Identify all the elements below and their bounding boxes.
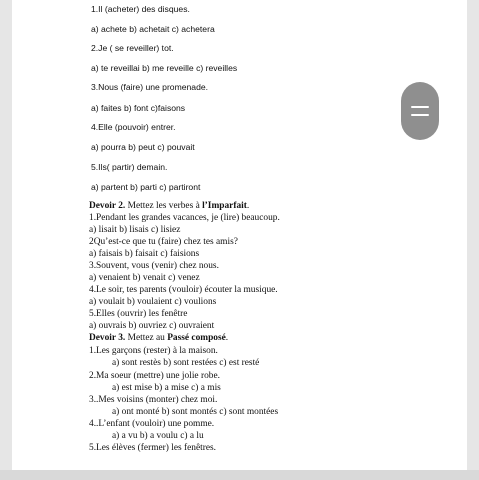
devoir-3-tense: Passé composé — [167, 333, 226, 343]
devoir-3-line: a) a vu b) a voulu c) a lu — [112, 431, 204, 441]
devoir-2-period: . — [246, 201, 250, 211]
devoir-2-line: a) lisait b) lisais c) lisiez — [89, 225, 181, 235]
devoir-2-line: 1.Pendant les grandes vacances, je (lire) beaucoup. — [89, 213, 280, 223]
devoir-3-line: a) ont monté b) sont montés c) sont montées — [112, 407, 279, 417]
devoir-3-label: Devoir 3. — [89, 333, 126, 343]
devoir-3-line: 3..Mes voisins (monter) chez moi. — [89, 395, 218, 405]
devoir-2-heading — [89, 201, 249, 211]
devoir-2-line: a) ouvrais b) ouvriez c) ouvraient — [89, 321, 215, 331]
question-4: 4.Elle (pouvoir) entrer. — [91, 122, 176, 132]
devoir-3-line: 2.Ma soeur (mettre) une jolie robe. — [89, 371, 220, 381]
devoir-3-line: 5.Les élèves (fermer) les fenêtres. — [89, 443, 217, 453]
devoir-2-instruction: Mettez les verbes à — [125, 201, 203, 211]
devoir-2-line: a) faisais b) faisait c) faisions — [89, 249, 200, 259]
document-page — [12, 0, 467, 470]
devoir-2-tense: l’Imparfait — [202, 201, 247, 211]
devoir-3-line: a) est mise b) a mise c) a mis — [112, 383, 221, 393]
devoir-3-instruction: Mettez au — [125, 333, 168, 343]
devoir-2-line: 3.Souvent, vous (venir) chez nous. — [89, 261, 219, 271]
options-4: a) pourra b) peut c) pouvait — [91, 142, 195, 152]
bottom-edge — [0, 470, 479, 480]
drag-handle-icon[interactable] — [401, 82, 439, 140]
question-2: 2.Je ( se reveiller) tot. — [91, 43, 174, 53]
devoir-3-heading — [89, 333, 228, 343]
devoir-2-line: a) voulait b) voulaient c) voulions — [89, 297, 217, 307]
question-5: 5.Ils( partir) demain. — [91, 162, 168, 172]
devoir-2-line: 5.Elles (ouvrir) les fenêtre — [89, 309, 188, 319]
devoir-2-line: 4.Le soir, tes parents (vouloir) écouter la musique. — [89, 285, 278, 295]
question-1: 1.Il (acheter) des disques. — [91, 4, 190, 14]
devoir-3-line: 4..L’enfant (vouloir) une pomme. — [89, 419, 215, 429]
devoir-2-line: 2Qu’est-ce que tu (faire) chez tes amis? — [89, 237, 238, 247]
options-1: a) achete b) achetait c) achetera — [91, 24, 215, 34]
question-3: 3.Nous (faire) une promenade. — [91, 82, 209, 92]
handle-line-bottom — [411, 114, 429, 116]
options-5: a) partent b) parti c) partiront — [91, 182, 201, 192]
devoir-3-line: 1.Les garçons (rester) à la maison. — [89, 346, 218, 356]
options-2: a) te reveillai b) me reveille c) reveilles — [91, 63, 238, 73]
devoir-3-line: a) sont restès b) sont restées c) est resté — [112, 358, 260, 368]
devoir-2-line: a) venaient b) venait c) venez — [89, 273, 200, 283]
devoir-2-label: Devoir 2. — [89, 201, 126, 211]
options-3: a) faites b) font c)faisons — [91, 103, 186, 113]
handle-line-top — [411, 106, 429, 108]
devoir-3-period: . — [225, 333, 229, 343]
